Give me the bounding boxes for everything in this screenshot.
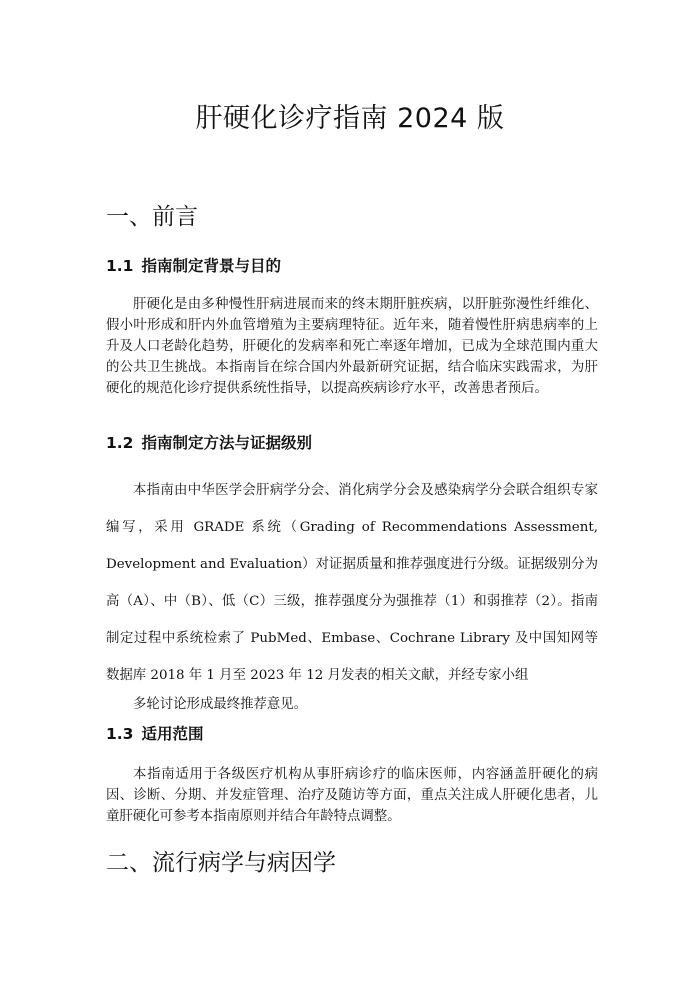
- subsection-title: 指南制定方法与证据级别: [141, 434, 312, 452]
- paragraph-methods: [106, 472, 598, 715]
- subsection-title: 适用范围: [141, 725, 204, 743]
- subsection-heading-1-3: [106, 722, 203, 744]
- subsection-title: 指南制定背景与目的: [141, 257, 281, 275]
- subsection-heading-1-2: [106, 431, 312, 453]
- section-heading-preface: 一、前言: [106, 204, 198, 230]
- section-heading-epidemiology: 二、流行病学与病因学: [106, 850, 336, 876]
- document-title: 肝硬化诊疗指南 2024 版: [195, 103, 505, 134]
- subsection-heading-1-1: [106, 254, 281, 276]
- subsection-number: 1.2: [106, 434, 134, 452]
- subsection-number: 1.1: [106, 257, 134, 275]
- paragraph-background: 肝硬化是由多种慢性肝病进展而来的终末期肝脏疾病，以肝脏弥漫性纤维化、假小叶形成和肝内外血管增殖为主要病理特征。近年来，随着慢性肝病患病率的上升及人口老龄化趋势，肝硬化的发病率和死亡率逐年增加，已成为全球范围内重大的公共卫生挑战。本指南旨在综合国内外最新研究证据，结合临床实践需求，为肝硬化的规范化诊疗提供系统性指导，以提高疾病诊疗水平，改善患者预后。: [106, 297, 598, 396]
- paragraph-methods-main: 本指南由中华医学会肝病学分会、消化病学分会及感染病学分会联合组织专家编写，采用 GRADE 系统（Grading of Recommendations Assessment, Development and Evaluation）对证据质量和推荐强度进行分级。证据级别分为高（A）、中（B）、低（C）三级，推荐强度分为强推荐（1）和弱推荐（2）。指南制定过程中系统检索了 PubMed、Embase、Cochrane Library 及中国知网等数据库 2018 年 1 月至 2023 年 12 月发表的相关文献，并经专家小组: [106, 483, 598, 683]
- subsection-number: 1.3: [106, 725, 134, 743]
- paragraph-scope: 本指南适用于各级医疗机构从事肝病诊疗的临床医师，内容涵盖肝硬化的病因、诊断、分期、并发症管理、治疗及随访等方面，重点关注成人肝硬化患者，儿童肝硬化可参考本指南原则并结合年龄特点调整。: [106, 767, 598, 824]
- paragraph-methods-tail: 多轮讨论形成最终推荐意见。: [133, 697, 308, 712]
